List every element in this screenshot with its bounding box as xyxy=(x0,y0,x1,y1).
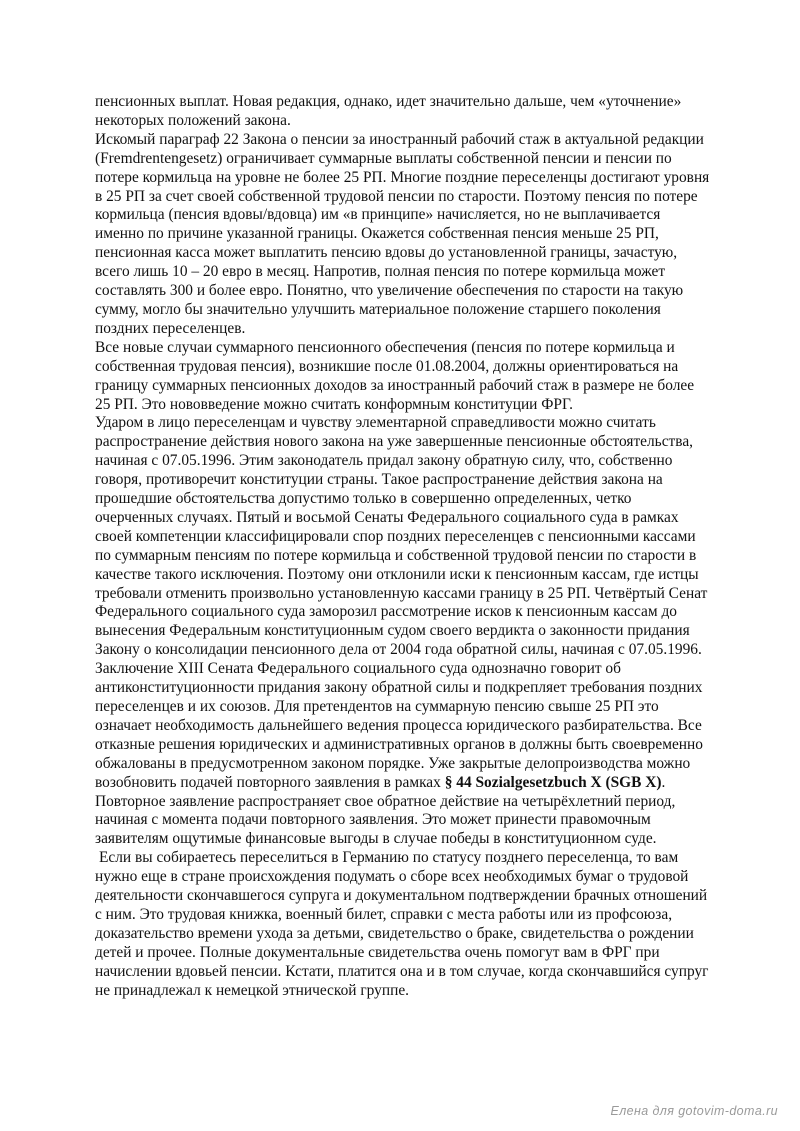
paragraph-2: Искомый параграф 22 Закона о пенсии за иностранный рабочий стаж в актуальной редакции (Fremdrentengesetz) ограничивает суммарные выплаты собственной пенсии и пенсии по потере кормильца на уровне не более 25 РП. Многие поздние переселенцы достигают уровня в 25 РП за счет своей собственной трудовой пенсии по старости. Поэтому пенсия по потере кормильца (пенсия вдовы/вдовца) им «в принципе» начисляется, но не выплачивается именно по причине указанной границы. Окажется собственная пенсия меньше 25 РП, пенсионная касса может выплатить пенсию вдовы до установленной границы, зачастую, всего лишь 10 – 20 евро в месяц. Напротив, полная пенсия по потере кормильца может составлять 300 и более евро. Понятно, что увеличение обеспечения по старости на такую сумму, могло бы значительно улучшить материальное положение старшего поколения поздних переселенцев. xyxy=(95,130,710,337)
paragraph-3: Все новые случаи суммарного пенсионного обеспечения (пенсия по потере кормильца и собственная трудовая пенсия), возникшие после 01.08.2004, должны ориентироваться на границу суммарных пенсионных доходов за иностранный рабочий стаж в размере не более 25 РП. Это нововведение можно считать конформным конституции ФРГ. xyxy=(95,338,695,413)
watermark: Елена для gotovim-doma.ru xyxy=(610,1104,778,1118)
paragraph-1: пенсионных выплат. Новая редакция, однако, идет значительно дальше, чем «уточнение» некоторых положений закона. xyxy=(95,93,682,129)
paragraph-5 xyxy=(95,660,710,849)
document-page xyxy=(95,93,710,1001)
paragraph-6: Если вы собираетесь переселиться в Германию по статусу позднего переселенца, то вам нужно еще в стране происхождения подумать о сборе всех необходимых бумаг о трудовой деятельности скончавшегося супруга и документальном подтверждении брачных отношений с ним. Это трудовая книжка, военный билет, справки с места работы или из профсоюза, доказательство времени ухода за детьми, свидетельство о браке, свидетельства о рождении детей и прочее. Полные документальные свидетельства очень помогут вам в ФРГ при начислении вдовьей пенсии. Кстати, платится она и в том случае, когда скончавшийся супруг не принадлежал к немецкой этнической группе. xyxy=(95,849,709,999)
paragraph-5-text: Заключение XIII Сената Федерального социального суда однозначно говорит об антиконституционности придания закону обратной силы и подкрепляет требования поздних переселенцев и их союзов. Для претендентов на суммарную пенсию свыше 25 РП это означает необходимость дальнейшего ведения процесса юридического разбирательства. Все отказные решения юридических и административных органов в должны быть своевременно обжалованы в предусмотренном законом порядке. Уже закрытые делопроизводства можно возобновить подачей повторного заявления в рамках xyxy=(95,660,703,791)
paragraph-4: Ударом в лицо переселенцам и чувству элементарной справедливости можно считать распространение действия нового закона на уже завершенные пенсионные обстоятельства, начиная с 07.05.1996. Этим законодатель придал закону обратную силу, что, собственно говоря, противоречит конституции страны. Такое распространение действия закона на прошедшие обстоятельства допустимо только в совершенно определенных, четко очерченных случаях. Пятый и восьмой Сенаты Федерального социального суда в рамках своей компетенции классифицировали спор поздних переселенцев с пенсионными кассами по суммарным пенсиям по потере кормильца и собственной трудовой пенсии по старости в качестве такого исключения. Поэтому они отклонили иски к пенсионным кассам, где истцы требовали отменить произвольно установленную кассами границу в 25 РП. Четвёртый Сенат Федерального социального суда заморозил рассмотрение исков к пенсионным кассам до вынесения Федеральным конституционным судом своего вердикта о законности придания Закону о консолидации пенсионного дела от 2004 года обратной силы, начиная с 07.05.1996. xyxy=(95,414,708,659)
paragraph-5-tail: . Повторное заявление распространяет свое обратное действие на четырёхлетний период, начиная с момента подачи повторного заявления. Это может принести правомочным заявителям ощутимые финансовые выгоды в случае победы в конституционном суде. xyxy=(95,773,676,848)
law-reference: § 44 Sozialgesetzbuch X (SGB X) xyxy=(444,773,662,791)
